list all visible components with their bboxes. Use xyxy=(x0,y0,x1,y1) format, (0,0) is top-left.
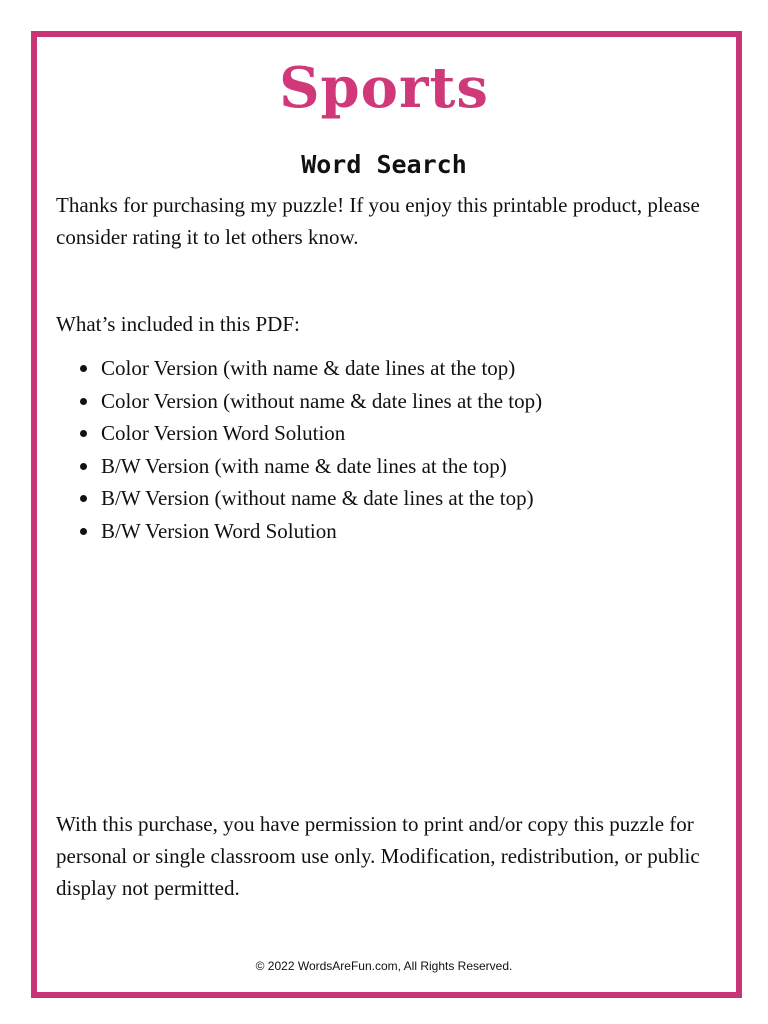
copyright-footer: © 2022 WordsAreFun.com, All Rights Reserved. xyxy=(255,959,513,973)
list-item-label: B/W Version Word Solution xyxy=(101,518,337,543)
included-heading: What’s included in this PDF: xyxy=(56,312,300,336)
list-item-label: Color Version Word Solution xyxy=(101,421,346,445)
bullet-icon xyxy=(80,495,87,502)
list-item xyxy=(56,352,542,385)
list-item xyxy=(56,417,542,450)
bullet-icon xyxy=(80,365,87,372)
bullet-icon xyxy=(80,398,87,405)
list-item-label: B/W Version (with name & date lines at the top) xyxy=(101,453,507,478)
bullet-icon xyxy=(80,430,87,437)
included-list xyxy=(56,352,542,547)
list-item-label: Color Version (without name & date lines at the top) xyxy=(101,388,543,413)
list-item xyxy=(56,385,542,418)
page-subtitle: Word Search xyxy=(301,150,467,179)
bullet-icon xyxy=(80,463,87,470)
list-item xyxy=(56,482,542,515)
permission-paragraph: With this purchase, you have permission to print and/or copy this puzzle for personal or single classroom use only. Modification, redistribution, or public display not permitted. xyxy=(56,812,700,900)
list-item xyxy=(56,450,542,483)
intro-paragraph: Thanks for purchasing my puzzle! If you enjoy this printable product, please consider rating it to let others know. xyxy=(56,193,700,249)
list-item xyxy=(56,515,542,548)
page-title: Sports xyxy=(279,55,489,121)
list-item-label: Color Version (with name & date lines at the top) xyxy=(101,356,516,380)
bullet-icon xyxy=(80,528,87,535)
list-item-label: B/W Version (without name & date lines at the top) xyxy=(101,486,534,510)
